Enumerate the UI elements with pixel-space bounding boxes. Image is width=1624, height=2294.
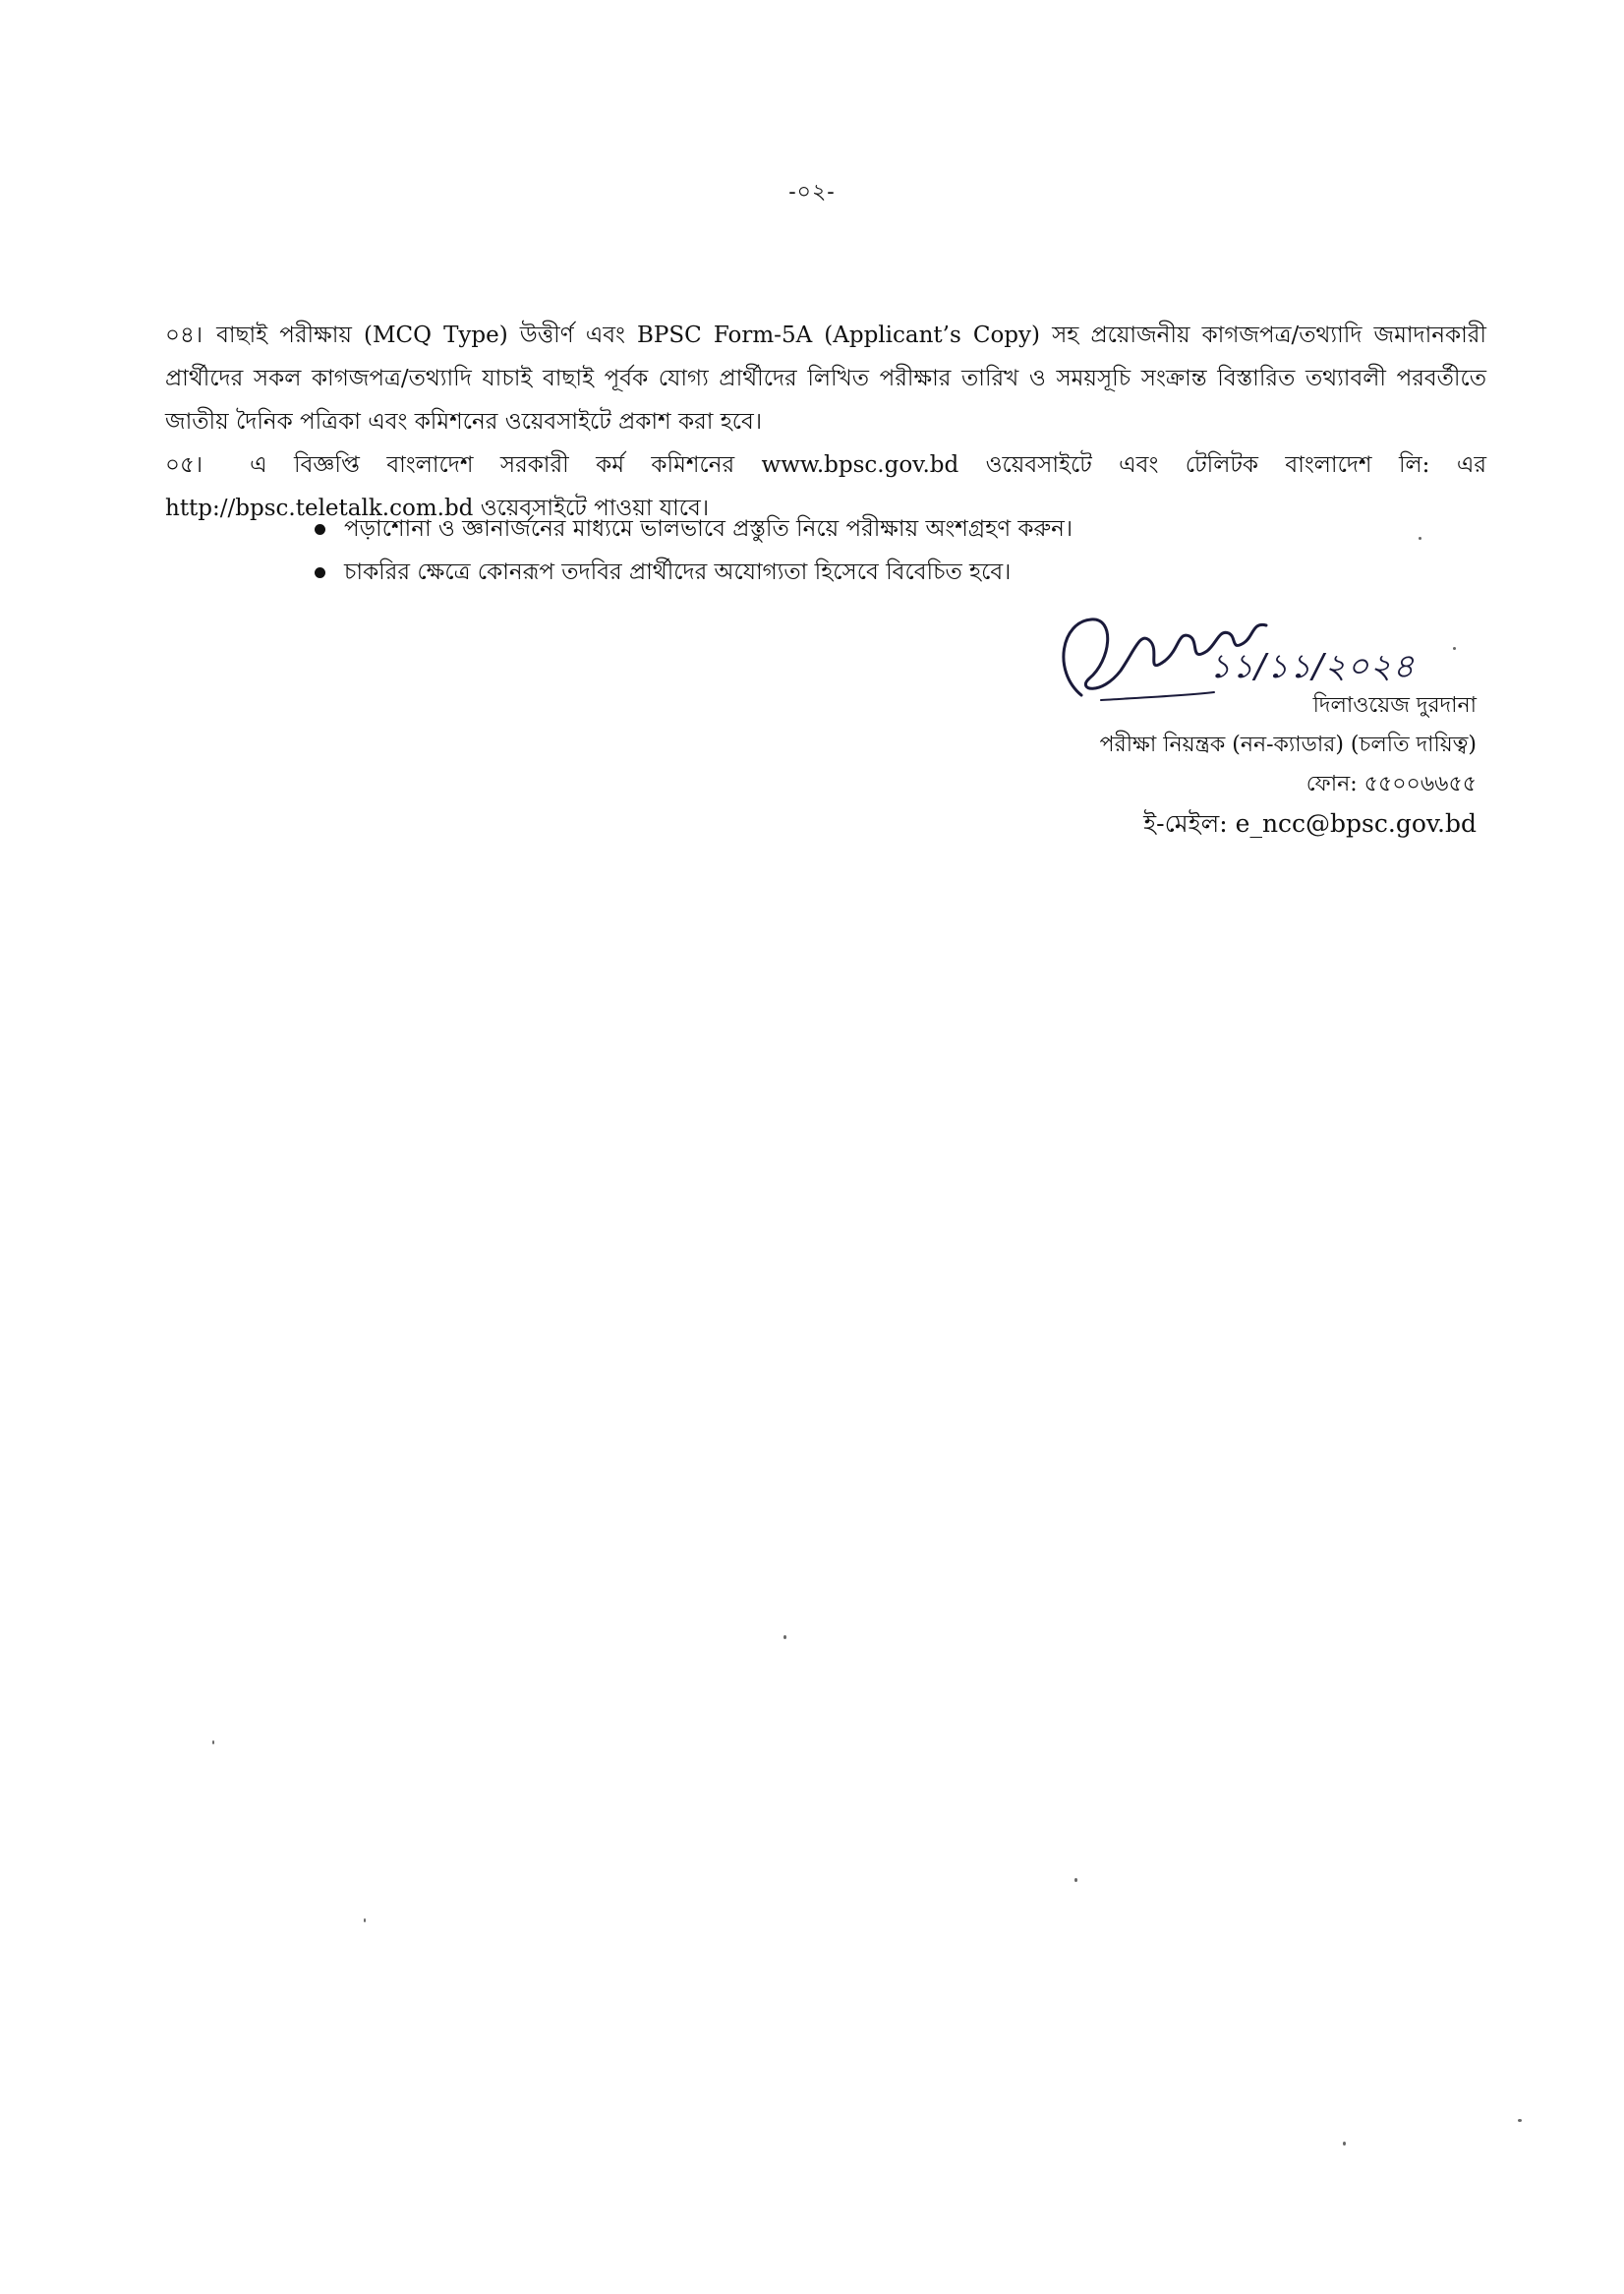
scan-speck (783, 1635, 786, 1639)
paragraph-04 (165, 314, 1486, 443)
signatory-email: ই-মেইল: e_ncc@bpsc.gov.bd (1143, 809, 1477, 838)
scan-speck (1074, 1878, 1077, 1882)
paragraph-number: ০৪। (165, 323, 203, 348)
scan-speck (1419, 537, 1421, 540)
bullet-icon (315, 567, 325, 578)
signatory-name: দিলাওয়েজ দুরদানা (1312, 693, 1477, 718)
instruction-list (295, 507, 1425, 594)
list-item-text: চাকরির ক্ষেত্রে কোনরূপ তদবির প্রার্থীদের অযোগ্যতা হিসেবে বিবেচিত হবে। (344, 559, 1012, 585)
scan-speck (1453, 647, 1456, 650)
list-item (295, 551, 1425, 594)
scan-speck (1343, 2142, 1346, 2146)
paragraph-number: ০৫। (165, 452, 203, 478)
page-number: -০২- (788, 180, 836, 205)
scan-speck (1518, 2119, 1522, 2122)
signatory-details (1100, 686, 1477, 844)
signatory-phone: ফোন: ৫৫০০৬৬৫৫ (1305, 772, 1477, 796)
signature-date: ১১/১১/২০২৪ (1209, 647, 1416, 686)
scan-speck (364, 1918, 366, 1922)
bullet-icon (315, 524, 325, 535)
scan-speck (212, 1740, 214, 1744)
paragraph-text: বাছাই পরীক্ষায় (MCQ Type) উত্তীর্ণ এবং BPSC Form-5A (Applicant’s Copy) সহ প্রয়োজনীয় কাগজপত্র/তথ্যাদি জমাদানকারী প্রার্থীদের সকল কাগজপত্র/তথ্যাদি যাচাই বাছাই পূর্বক যোগ্য প্রার্থীদের লিখিত পরীক্ষার তারিখ ও সময়সূচি সংক্রান্ত বিস্তারিত তথ্যাবলী পরবর্তীতে জাতীয় দৈনিক পত্রিকা এবং কমিশনের ওয়েবসাইটে প্রকাশ করা হবে। (165, 323, 1486, 435)
list-item (295, 507, 1425, 551)
list-item-text: পড়াশোনা ও জ্ঞানার্জনের মাধ্যমে ভালভাবে প্রস্তুতি নিয়ে পরীক্ষায় অংশগ্রহণ করুন। (344, 516, 1073, 542)
paragraph-text: এ বিজ্ঞপ্তি বাংলাদেশ সরকারী কর্ম কমিশনের www.bpsc.gov.bd ওয়েবসাইটে এবং টেলিটক বাংলাদেশ লি: এর http://bpsc.teletalk.com.bd ওয়েবসাইটে পাওয়া যাবে। (165, 452, 1486, 521)
signatory-designation: পরীক্ষা নিয়ন্ত্রক (নন-ক্যাডার) (চলতি দায়িত্ব) (1099, 733, 1477, 757)
